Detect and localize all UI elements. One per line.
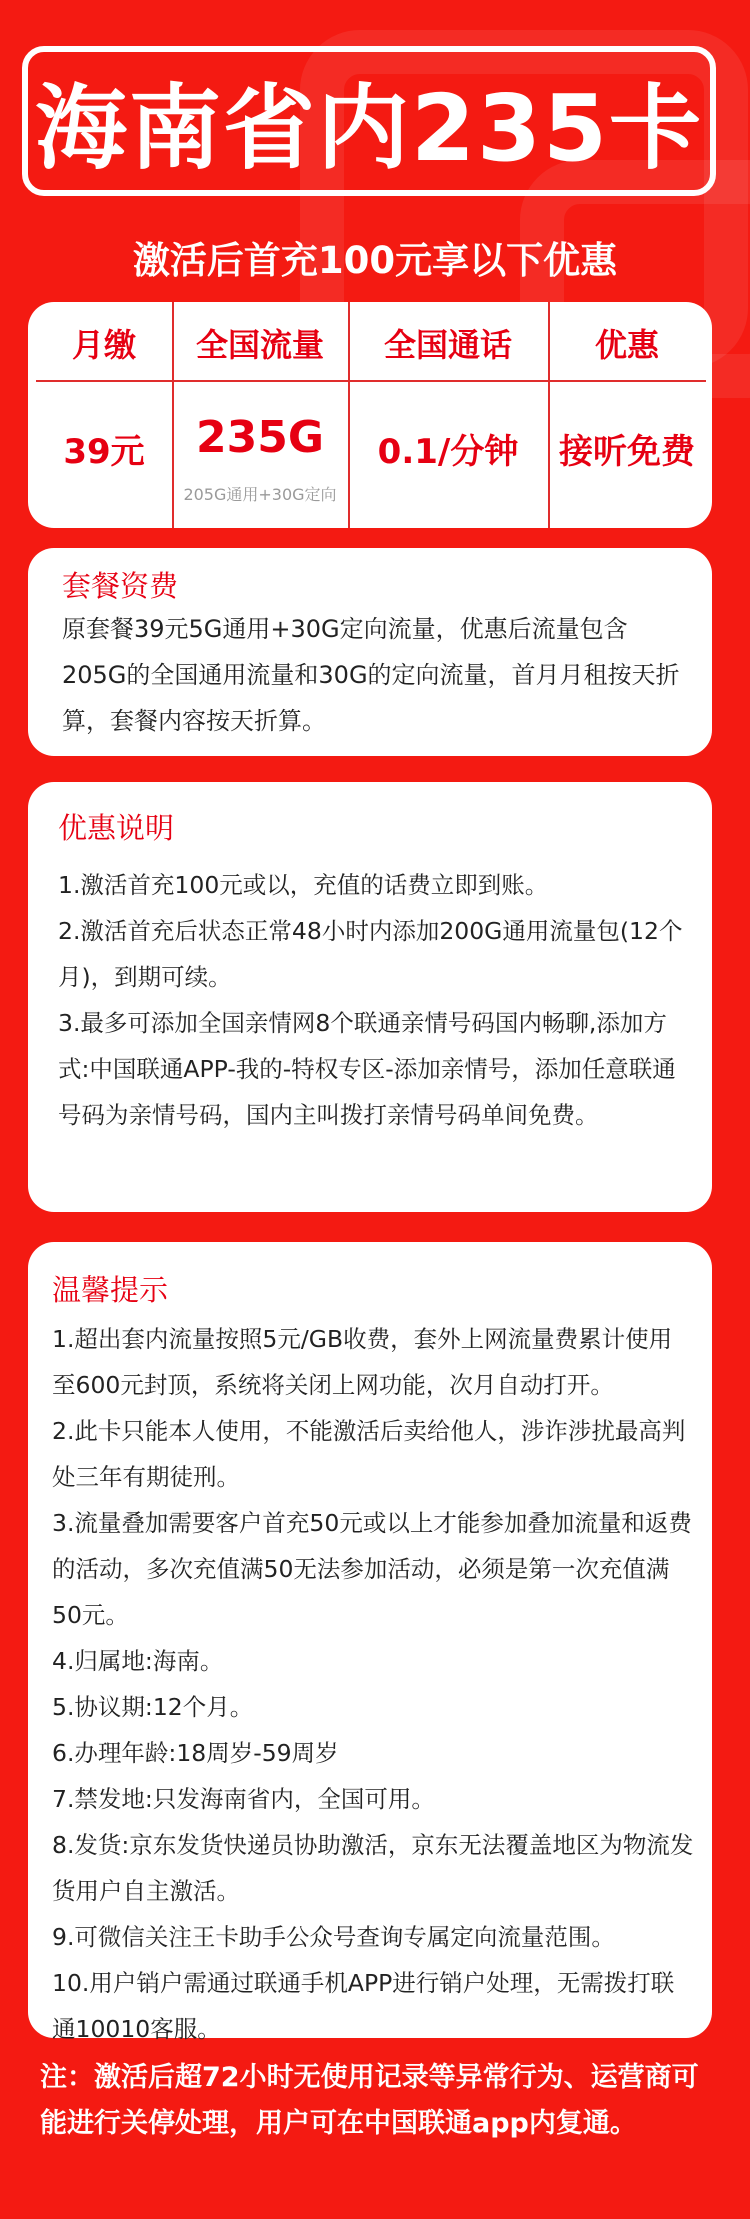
column-value: 39元 xyxy=(63,432,145,472)
list-item: 10.用户销户需通过联通手机APP进行销户处理，无需拨打联通10010客服。 xyxy=(52,1969,675,2043)
list-item: 9.可微信关注王卡助手公众号查询专属定向流量范围。 xyxy=(52,1923,615,1951)
list-item: 3.流量叠加需要客户首充50元或以上才能参加叠加流量和返费的活动，多次充值满50无法参加活动，必须是第一次充值满50元。 xyxy=(52,1509,692,1629)
list-item: 6.办理年龄:18周岁-59周岁 xyxy=(52,1739,339,1767)
list-item: 2.激活首充后状态正常48小时内添加200G通用流量包(12个月)，到期可续。 xyxy=(58,917,683,991)
column-value: 接听免费 xyxy=(559,432,695,472)
column-header: 全国通话 xyxy=(383,326,512,364)
fees-card xyxy=(28,548,712,756)
plan-table xyxy=(36,302,706,528)
column-value: 235G xyxy=(196,412,324,463)
list-item: 7.禁发地:只发海南省内，全国可用。 xyxy=(52,1785,435,1813)
list-item: 3.最多可添加全国亲情网8个联通亲情号码国内畅聊,添加方式:中国联通APP-我的-特权专区-添加亲情号，添加任意联通号码为亲情号码，国内主叫拨打亲情号码单间免费。 xyxy=(58,1009,676,1129)
list-item: 4.归属地:海南。 xyxy=(52,1647,224,1675)
column-header: 全国流量 xyxy=(195,326,324,364)
title-banner xyxy=(22,46,716,196)
column-note: 205G通用+30G定向 xyxy=(183,485,337,504)
column-header: 优惠 xyxy=(594,326,659,364)
plan-summary-card xyxy=(28,302,712,528)
column-header: 月缴 xyxy=(71,326,136,364)
plan-column-calls xyxy=(348,302,548,528)
tips-card xyxy=(28,1242,712,2043)
list-item: 2.此卡只能本人使用，不能激活后卖给他人，涉诈涉扰最高判处三年有期徒刑。 xyxy=(52,1417,686,1491)
footer-notice: 注：激活后超72小时无使用记录等异常行为、运营商可能进行关停处理，用户可在中国联通app内复通。 xyxy=(40,2062,699,2139)
section-title: 温馨提示 xyxy=(52,1273,169,1307)
offer-card xyxy=(28,782,712,1212)
page-title: 海南省内235卡 xyxy=(34,75,704,182)
fees-description: 原套餐39元5G通用+30G定向流量，优惠后流量包含205G的全国通用流量和30G的定向流量，首月月租按天折算，套餐内容按天折算。 xyxy=(62,615,680,735)
plan-column-data xyxy=(172,302,348,528)
list-item: 1.激活首充100元或以，充值的话费立即到账。 xyxy=(58,871,549,899)
list-item: 1.超出套内流量按照5元/GB收费，套外上网流量费累计使用至600元封顶，系统将关闭上网功能，次月自动打开。 xyxy=(52,1325,673,1399)
offer-list xyxy=(58,862,694,1138)
plan-column-benefit xyxy=(548,302,706,528)
section-title: 套餐资费 xyxy=(62,569,179,603)
column-value: 0.1/分钟 xyxy=(377,432,519,472)
promo-subtitle: 激活后首充100元享以下优惠 xyxy=(132,239,618,282)
list-item: 8.发货:京东发货快递员协助激活，京东无法覆盖地区为物流发货用户自主激活。 xyxy=(52,1831,694,1905)
plan-column-monthly-fee xyxy=(36,302,172,528)
section-title: 优惠说明 xyxy=(58,811,175,845)
list-item: 5.协议期:12个月。 xyxy=(52,1693,254,1721)
tips-list xyxy=(52,1316,694,2052)
